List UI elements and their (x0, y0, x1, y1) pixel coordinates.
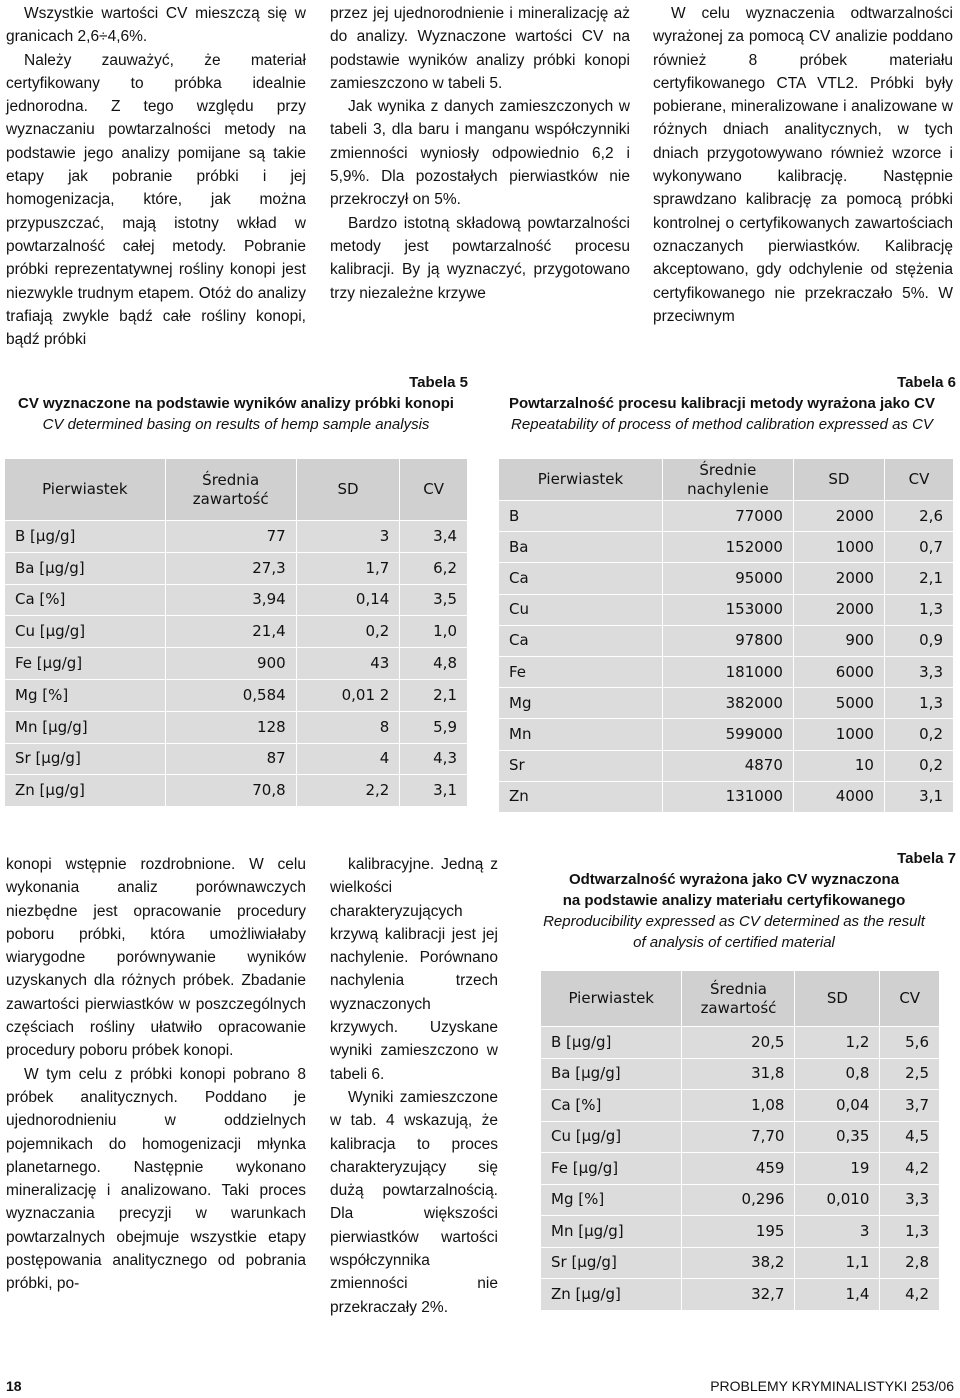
value-cell: 5,6 (880, 1027, 940, 1059)
value-cell: 2000 (793, 594, 884, 625)
value-cell: 6,2 (400, 552, 468, 584)
value-cell: 87 (165, 743, 296, 775)
value-cell: 77000 (662, 501, 793, 532)
table7-title-pl-2: na podstawie analizy materiału certyfikowanego (562, 892, 906, 909)
paragraph: W tym celu z próbki konopi pobrano 8 próbek analitycznych. Poddano je ujednorodnieniu w oddzielnych pojemnikach do homogenizacji młynka planetarnego. Następnie wykonano mineralizację i analizowano. Taki proces wyznaczania precyzji w warunkach powtarzalnych obejmuje wszystkie etapy postępowania analitycznego od pobrania próbki, po- (6, 1065, 306, 1293)
table-row (5, 679, 468, 711)
element-cell: Ca (499, 563, 663, 594)
table-row (499, 750, 954, 781)
value-cell: 3,1 (400, 775, 468, 807)
element-cell: Zn (499, 781, 663, 812)
col-header: CV (400, 459, 468, 521)
table6 (498, 458, 954, 813)
value-cell: 2,1 (884, 563, 953, 594)
journal-title: PROBLEMY KRYMINALISTYKI 253/06 (710, 1378, 954, 1394)
table7-title-en-2: of analysis of certified material (633, 934, 835, 951)
paragraph: Wyniki zamieszczone w tab. 4 wskazują, że kalibracja to proces charakteryzujący się dużą powtarzalnością. Dla większości pierwiastków wartości współczynnika zmienności nie przekraczały 2%. (330, 1088, 498, 1316)
element-cell: B [µg/g] (541, 1027, 682, 1059)
paragraph: Należy zauważyć, że materiał certyfikowany to próbka idealnie jednorodna. Z tego względu przy wyznaczaniu powtarzalności metody na podstawie jego analizy pomijane są takie etapy jak pobranie próbki i jej homogenizacja, które, jak można przypuszczać, mają istotny wkład w powtarzalność całej metody. Pobranie próbki reprezentatywnej rośliny konopi jest niezwykle trudnym etapem. Otóż do analizy trafiają zwykle bądź całe rośliny konopi, bądź próbki (6, 51, 306, 349)
table-row (5, 648, 468, 680)
col-header: Średnie nachylenie (662, 459, 793, 501)
value-cell: 1,2 (795, 1027, 880, 1059)
text-column-3-top (653, 2, 953, 328)
table5-number: Tabela 5 (409, 374, 468, 391)
value-cell: 2,5 (880, 1058, 940, 1090)
value-cell: 2,6 (884, 501, 953, 532)
table-row (499, 719, 954, 750)
value-cell: 4,3 (400, 743, 468, 775)
value-cell: 0,35 (795, 1121, 880, 1153)
value-cell: 0,010 (795, 1184, 880, 1216)
element-cell: Mn [µg/g] (5, 711, 166, 743)
value-cell: 128 (165, 711, 296, 743)
value-cell: 1000 (793, 532, 884, 563)
element-cell: Mg (499, 688, 663, 719)
table7-title-pl-1: Odtwarzalność wyrażona jako CV wyznaczona (568, 871, 900, 888)
value-cell: 0,2 (884, 719, 953, 750)
table-row (5, 743, 468, 775)
element-cell: Sr (499, 750, 663, 781)
value-cell: 195 (682, 1216, 795, 1248)
table-row (499, 563, 954, 594)
value-cell: 2,8 (880, 1247, 940, 1279)
element-cell: Cu [µg/g] (5, 616, 166, 648)
value-cell: 2,2 (296, 775, 400, 807)
value-cell: 0,8 (795, 1058, 880, 1090)
table7 (540, 970, 940, 1311)
table-row (5, 616, 468, 648)
table6-number: Tabela 6 (897, 374, 956, 391)
table-row (541, 1216, 940, 1248)
table-row (499, 625, 954, 656)
col-header: Pierwiastek (541, 971, 682, 1027)
element-cell: Mg [%] (541, 1184, 682, 1216)
element-cell: Ca [%] (5, 584, 166, 616)
table5 (4, 458, 468, 807)
value-cell: 0,2 (296, 616, 400, 648)
value-cell: 152000 (662, 532, 793, 563)
table7-title-en-1: Reproducibility expressed as CV determined as the result (543, 913, 925, 930)
table-row (541, 1247, 940, 1279)
value-cell: 31,8 (682, 1058, 795, 1090)
table6-title-pl: Powtarzalność procesu kalibracji metody wyrażona jako CV (509, 395, 935, 412)
table-header-row (499, 459, 954, 501)
value-cell: 1,3 (884, 688, 953, 719)
element-cell: Ba (499, 532, 663, 563)
value-cell: 1,08 (682, 1090, 795, 1122)
element-cell: Fe (499, 656, 663, 687)
element-cell: Fe [µg/g] (5, 648, 166, 680)
element-cell: Fe [µg/g] (541, 1153, 682, 1185)
value-cell: 900 (165, 648, 296, 680)
col-header: Pierwiastek (499, 459, 663, 501)
value-cell: 2000 (793, 563, 884, 594)
col-header: Średnia zawartość (165, 459, 296, 521)
col-header: Pierwiastek (5, 459, 166, 521)
table-row (499, 688, 954, 719)
value-cell: 5000 (793, 688, 884, 719)
value-cell: 1,0 (400, 616, 468, 648)
value-cell: 382000 (662, 688, 793, 719)
value-cell: 0,04 (795, 1090, 880, 1122)
value-cell: 0,296 (682, 1184, 795, 1216)
value-cell: 181000 (662, 656, 793, 687)
element-cell: Zn [µg/g] (541, 1279, 682, 1311)
value-cell: 2000 (793, 501, 884, 532)
table-row (5, 552, 468, 584)
col-header: SD (795, 971, 880, 1027)
table-header-row (541, 971, 940, 1027)
value-cell: 4 (296, 743, 400, 775)
col-header: SD (296, 459, 400, 521)
value-cell: 153000 (662, 594, 793, 625)
element-cell: B (499, 501, 663, 532)
col-header: CV (880, 971, 940, 1027)
element-cell: Cu [µg/g] (541, 1121, 682, 1153)
value-cell: 1000 (793, 719, 884, 750)
value-cell: 4,5 (880, 1121, 940, 1153)
value-cell: 2,1 (400, 679, 468, 711)
table-row (541, 1184, 940, 1216)
value-cell: 20,5 (682, 1027, 795, 1059)
value-cell: 3,3 (884, 656, 953, 687)
value-cell: 43 (296, 648, 400, 680)
value-cell: 21,4 (165, 616, 296, 648)
element-cell: Mn (499, 719, 663, 750)
paragraph: konopi wstępnie rozdrobnione. W celu wykonania analiz porównawczych niezbędne jest opracowanie procedury poboru próbki, która umożliwiałaby wiarygodne porównywanie wyników uzyskanych dla różnych próbek. Zbadanie zawartości pierwiastków w poszczególnych częściach rośliny ułatwiło opracowanie procedury poboru próbek konopi. (6, 856, 306, 1060)
element-cell: Sr [µg/g] (5, 743, 166, 775)
table-row (499, 501, 954, 532)
table-row (541, 1027, 940, 1059)
value-cell: 3 (296, 521, 400, 553)
value-cell: 3,7 (880, 1090, 940, 1122)
value-cell: 3,94 (165, 584, 296, 616)
value-cell: 3,4 (400, 521, 468, 553)
element-cell: B [µg/g] (5, 521, 166, 553)
element-cell: Sr [µg/g] (541, 1247, 682, 1279)
paragraph: kalibracyjne. Jedną z wielkości charakteryzujących krzywą kalibracji jest jej nachylenie. Porównano nachylenia trzech wyznaczonych krzywych. Uzyskane wyniki zamieszczono w tabeli 6. (330, 856, 498, 1083)
value-cell: 97800 (662, 625, 793, 656)
value-cell: 1,4 (795, 1279, 880, 1311)
value-cell: 4000 (793, 781, 884, 812)
element-cell: Cu (499, 594, 663, 625)
value-cell: 599000 (662, 719, 793, 750)
table7-number: Tabela 7 (897, 850, 956, 867)
value-cell: 27,3 (165, 552, 296, 584)
element-cell: Mg [%] (5, 679, 166, 711)
table-row (541, 1090, 940, 1122)
table5-caption (4, 372, 468, 435)
value-cell: 1,1 (795, 1247, 880, 1279)
value-cell: 10 (793, 750, 884, 781)
table-row (499, 781, 954, 812)
table6-title-en: Repeatability of process of method calibration expressed as CV (511, 416, 933, 433)
value-cell: 0,14 (296, 584, 400, 616)
value-cell: 459 (682, 1153, 795, 1185)
value-cell: 70,8 (165, 775, 296, 807)
element-cell: Ca (499, 625, 663, 656)
element-cell: Ba [µg/g] (5, 552, 166, 584)
element-cell: Ba [µg/g] (541, 1058, 682, 1090)
table-row (499, 656, 954, 687)
value-cell: 3,3 (880, 1184, 940, 1216)
table-row (5, 711, 468, 743)
table6-caption (488, 372, 956, 435)
table-row (499, 594, 954, 625)
value-cell: 0,01 2 (296, 679, 400, 711)
value-cell: 0,7 (884, 532, 953, 563)
value-cell: 4,8 (400, 648, 468, 680)
table5-title-en: CV determined basing on results of hemp sample analysis (42, 416, 430, 433)
paragraph: Wszystkie wartości CV mieszczą się w granicach 2,6÷4,6%. (6, 5, 306, 46)
value-cell: 7,70 (682, 1121, 795, 1153)
table-header-row (5, 459, 468, 521)
element-cell: Mn [µg/g] (541, 1216, 682, 1248)
value-cell: 0,2 (884, 750, 953, 781)
value-cell: 3 (795, 1216, 880, 1248)
paragraph: Jak wynika z danych zamieszczonych w tabeli 3, dla baru i manganu współczynniki zmienności wyniosły odpowiednio 6,2 i 5,9%. Dla pozostałych pierwiastków nie przekroczył on 5%. (330, 98, 630, 209)
table-row (5, 584, 468, 616)
value-cell: 5,9 (400, 711, 468, 743)
value-cell: 3,5 (400, 584, 468, 616)
text-column-2-bottom (330, 853, 498, 1319)
paragraph: W celu wyznaczenia odtwarzalności wyrażonej za pomocą CV analizie poddano również 8 próbek materiału certyfikowanego CTA VTL2. Próbki były pobierane, mineralizowane i analizowane w różnych dniach analitycznych, w tych dniach przygotowywano również wzorce i wykonywano kalibrację. Następnie sprawdzano kalibrację za pomocą próbki kontrolnej o certyfikowanych zawartościach oznaczanych pierwiastków. Kalibrację akceptowano, gdy odchylenie od stężenia certyfikowanego nie przekraczało 5%. W przeciwnym (653, 5, 953, 325)
table5-title-pl: CV wyznaczone na podstawie wyników analizy próbki konopi (18, 395, 454, 412)
value-cell: 1,3 (880, 1216, 940, 1248)
text-column-1-top (6, 2, 306, 351)
value-cell: 32,7 (682, 1279, 795, 1311)
table-row (5, 775, 468, 807)
table-row (541, 1121, 940, 1153)
value-cell: 3,1 (884, 781, 953, 812)
value-cell: 77 (165, 521, 296, 553)
col-header: SD (793, 459, 884, 501)
value-cell: 6000 (793, 656, 884, 687)
table-row (541, 1058, 940, 1090)
value-cell: 1,3 (884, 594, 953, 625)
value-cell: 4870 (662, 750, 793, 781)
table-row (541, 1279, 940, 1311)
element-cell: Zn [µg/g] (5, 775, 166, 807)
value-cell: 131000 (662, 781, 793, 812)
value-cell: 0,9 (884, 625, 953, 656)
table-row (5, 521, 468, 553)
value-cell: 38,2 (682, 1247, 795, 1279)
text-column-2-top (330, 2, 630, 305)
col-header: Średnia zawartość (682, 971, 795, 1027)
col-header: CV (884, 459, 953, 501)
page-number: 18 (6, 1378, 22, 1394)
text-column-1-bottom (6, 853, 306, 1296)
value-cell: 19 (795, 1153, 880, 1185)
paragraph: przez jej ujednorodnienie i mineralizację aż do analizy. Wyznaczone wartości CV na podstawie wyników analizy próbki konopi zamieszczono w tabeli 5. (330, 5, 630, 92)
table-row (541, 1153, 940, 1185)
table7-caption (512, 848, 956, 953)
value-cell: 4,2 (880, 1153, 940, 1185)
element-cell: Ca [%] (541, 1090, 682, 1122)
value-cell: 4,2 (880, 1279, 940, 1311)
paragraph: Bardzo istotną składową powtarzalności metody jest powtarzalność procesu kalibracji. By ją wyznaczyć, przygotowano trzy niezależne krzywe (330, 214, 630, 302)
value-cell: 900 (793, 625, 884, 656)
value-cell: 95000 (662, 563, 793, 594)
table-row (499, 532, 954, 563)
value-cell: 1,7 (296, 552, 400, 584)
value-cell: 8 (296, 711, 400, 743)
value-cell: 0,584 (165, 679, 296, 711)
